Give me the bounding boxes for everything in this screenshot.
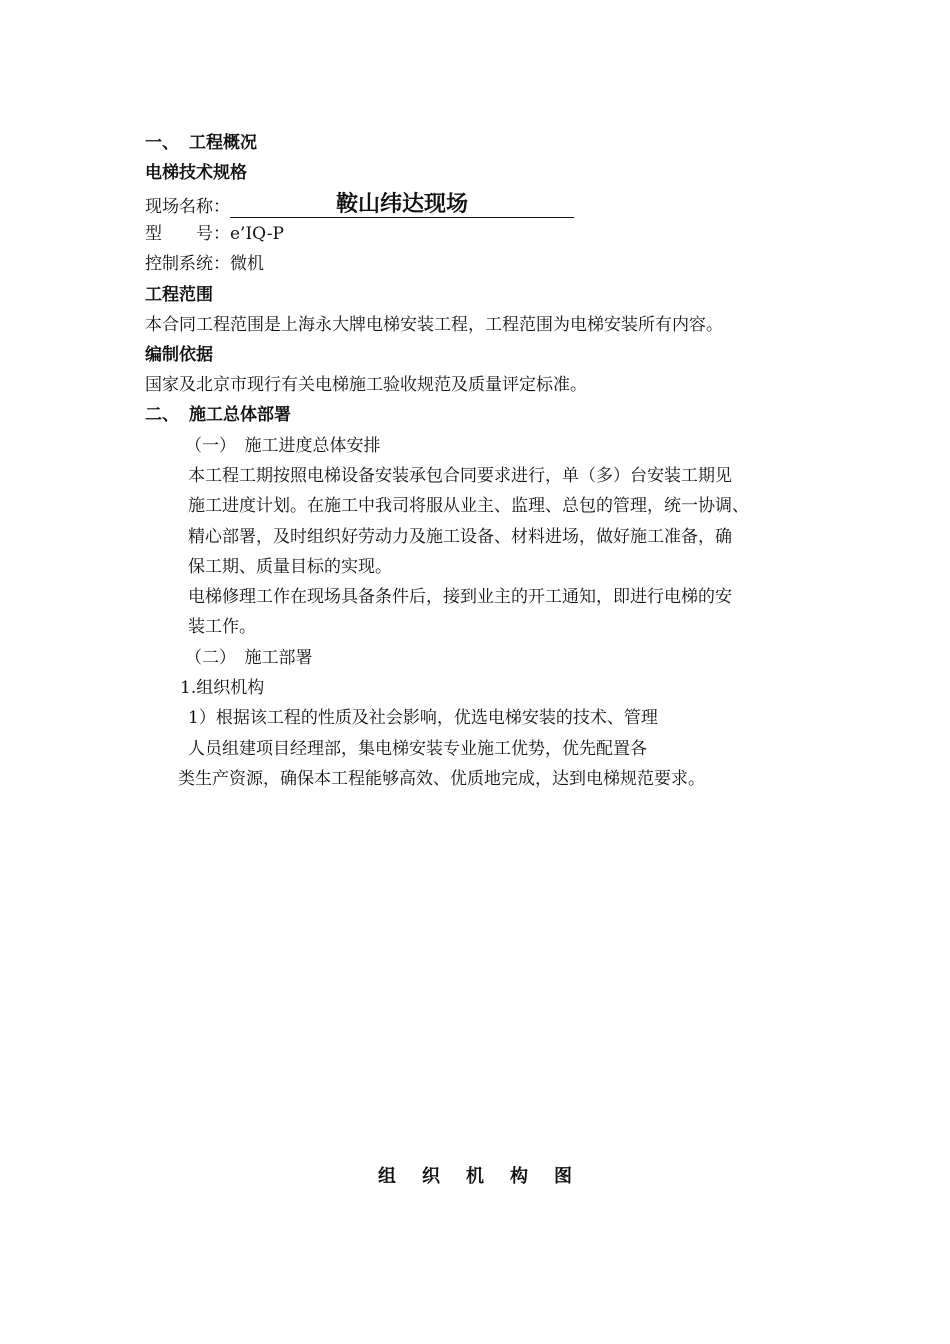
site-name-row (145, 193, 574, 218)
section-2-title: 施工总体部署 (189, 405, 291, 425)
spec-heading: 电梯技术规格 (145, 163, 247, 183)
paragraph-line: 保工期、质量目标的实现。 (188, 557, 392, 577)
section-1-number: 一、 (145, 133, 179, 153)
control-system-value: 微机 (230, 254, 264, 274)
section-1-title: 工程概况 (189, 133, 257, 153)
control-system-label: 控制系统： (145, 254, 230, 274)
scope-heading: 工程范围 (145, 285, 213, 305)
basis-text: 国家及北京市现行有关电梯施工验收规范及质量评定标准。 (145, 375, 587, 395)
basis-heading: 编制依据 (145, 345, 213, 365)
org-chart-title: 组织机构图 (378, 1166, 598, 1187)
paragraph-line: 电梯修理工作在现场具备条件后，接到业主的开工通知，即进行电梯的安 (188, 587, 732, 607)
paragraph-line: 装工作。 (188, 617, 256, 637)
control-system-row (145, 253, 264, 275)
item-1-heading: 1.组织机构 (180, 678, 265, 698)
model-label: 型 号： (145, 224, 230, 244)
paragraph-line: 精心部署，及时组织好劳动力及施工设备、材料进场，做好施工准备，确 (188, 527, 732, 547)
subsection-2-heading: （二） 施工部署 (185, 648, 313, 668)
paragraph-line: 施工进度计划。在施工中我司将服从业主、监理、总包的管理，统一协调、 (188, 496, 749, 516)
section-2-heading (145, 404, 291, 426)
model-row (145, 223, 284, 245)
site-name-label: 现场名称： (145, 197, 230, 217)
paragraph-line: 类生产资源，确保本工程能够高效、优质地完成，达到电梯规范要求。 (178, 769, 705, 789)
scope-text: 本合同工程范围是上海永大牌电梯安装工程，工程范围为电梯安装所有内容。 (145, 315, 723, 335)
paragraph-line: 1）根据该工程的性质及社会影响，优选电梯安装的技术、管理 (188, 708, 658, 728)
site-name-value: 鞍山纬达现场 (230, 193, 574, 218)
section-1-heading (145, 132, 257, 154)
section-2-number: 二、 (145, 405, 179, 425)
paragraph-line: 人员组建项目经理部，集电梯安装专业施工优势，优先配置各 (188, 739, 647, 759)
paragraph-line: 本工程工期按照电梯设备安装承包合同要求进行，单（多）台安装工期见 (188, 466, 732, 486)
model-value: e’IQ-P (230, 224, 284, 244)
subsection-1-heading: （一） 施工进度总体安排 (185, 436, 381, 456)
